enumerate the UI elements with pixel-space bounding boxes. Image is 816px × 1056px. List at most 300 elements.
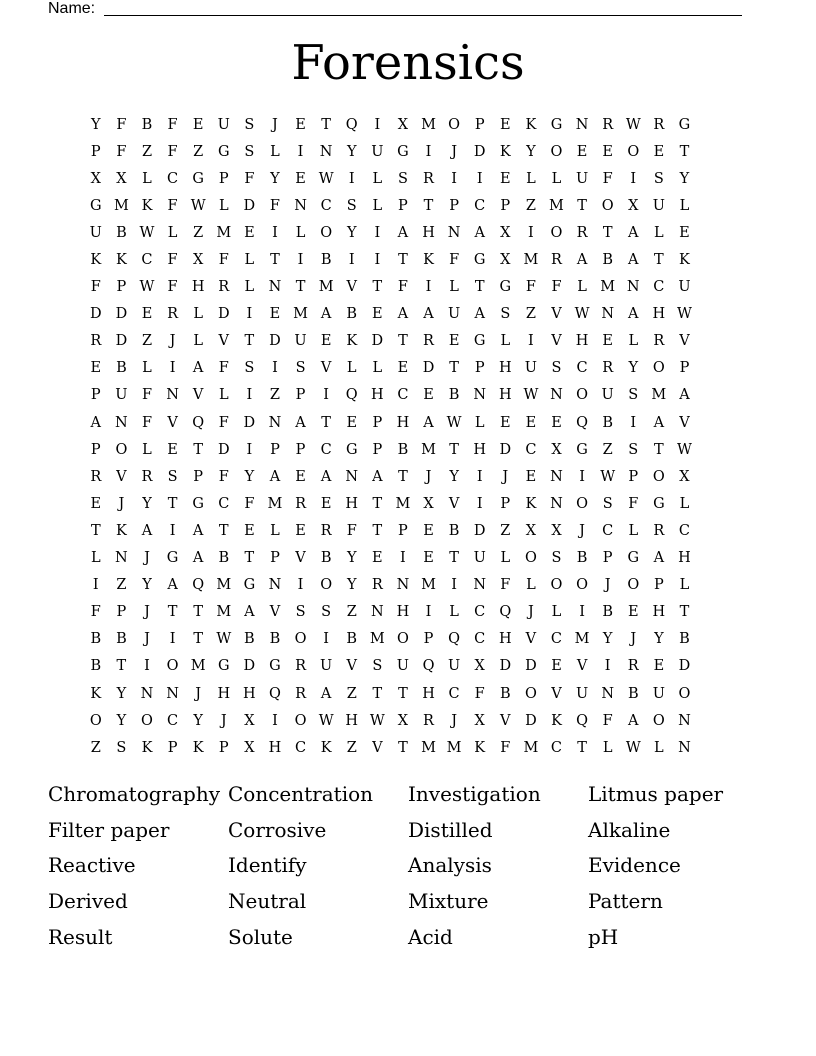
grid-cell[interactable]: D [217, 441, 230, 458]
grid-cell[interactable]: I [630, 414, 637, 431]
grid-cell[interactable]: S [372, 658, 383, 675]
grid-cell[interactable]: Y [679, 170, 690, 187]
grid-cell[interactable]: C [141, 252, 153, 269]
grid-cell[interactable]: N [550, 495, 563, 512]
grid-cell[interactable]: C [448, 685, 460, 702]
grid-cell[interactable]: V [167, 414, 178, 431]
grid-cell[interactable]: R [627, 658, 639, 675]
grid-cell[interactable]: X [423, 495, 434, 512]
grid-cell[interactable]: M [421, 116, 436, 133]
grid-cell[interactable]: B [90, 631, 102, 648]
grid-cell[interactable]: Y [449, 468, 459, 485]
grid-cell[interactable]: H [191, 279, 205, 296]
grid-cell[interactable]: E [448, 333, 460, 350]
grid-cell[interactable]: E [525, 414, 537, 431]
grid-cell[interactable]: B [116, 360, 127, 377]
grid-cell[interactable]: L [449, 604, 459, 621]
grid-cell[interactable]: B [90, 658, 102, 675]
grid-cell[interactable]: T [679, 143, 690, 160]
grid-cell[interactable]: O [320, 577, 333, 594]
grid-cell[interactable]: S [244, 360, 255, 377]
grid-cell[interactable]: F [525, 279, 536, 296]
grid-cell[interactable]: M [574, 631, 590, 648]
grid-cell[interactable]: P [218, 739, 229, 756]
grid-cell[interactable]: O [448, 116, 461, 133]
grid-cell[interactable]: Z [525, 197, 536, 214]
grid-cell[interactable]: I [476, 495, 483, 512]
grid-cell[interactable]: D [89, 306, 102, 323]
grid-cell[interactable]: A [141, 522, 153, 539]
grid-cell[interactable]: F [218, 414, 229, 431]
grid-cell[interactable]: J [604, 577, 611, 594]
grid-cell[interactable]: J [451, 712, 458, 729]
grid-cell[interactable]: I [348, 170, 355, 187]
grid-cell[interactable]: P [628, 468, 639, 485]
grid-cell[interactable]: A [295, 414, 306, 431]
grid-cell[interactable]: J [118, 495, 125, 512]
grid-cell[interactable]: I [246, 306, 253, 323]
grid-cell[interactable]: I [425, 279, 432, 296]
grid-cell[interactable]: W [523, 387, 539, 404]
grid-cell[interactable]: L [90, 550, 101, 567]
grid-cell[interactable]: R [551, 252, 562, 269]
grid-cell[interactable]: F [218, 360, 229, 377]
grid-cell[interactable]: E [679, 224, 690, 241]
grid-cell[interactable]: B [679, 631, 690, 648]
grid-cell[interactable]: X [500, 252, 511, 269]
grid-cell[interactable]: Y [346, 550, 357, 567]
grid-cell[interactable]: A [192, 550, 204, 567]
grid-cell[interactable]: G [627, 550, 640, 567]
grid-cell[interactable]: U [678, 279, 691, 296]
grid-cell[interactable]: L [551, 604, 562, 621]
grid-cell[interactable]: R [218, 279, 230, 296]
grid-cell[interactable]: C [525, 441, 537, 458]
grid-cell[interactable]: O [550, 143, 563, 160]
grid-cell[interactable]: T [577, 197, 587, 214]
grid-cell[interactable]: M [523, 739, 539, 756]
grid-cell[interactable]: F [116, 116, 127, 133]
grid-cell[interactable]: J [630, 631, 637, 648]
grid-cell[interactable]: U [652, 685, 665, 702]
grid-cell[interactable]: K [679, 252, 690, 269]
grid-cell[interactable]: S [551, 550, 562, 567]
grid-cell[interactable]: I [246, 387, 253, 404]
grid-cell[interactable]: M [421, 739, 436, 756]
grid-cell[interactable]: M [267, 495, 283, 512]
grid-cell[interactable]: I [400, 550, 406, 567]
grid-cell[interactable]: I [528, 333, 534, 350]
grid-cell[interactable]: P [500, 197, 511, 214]
grid-cell[interactable]: S [167, 468, 178, 485]
grid-cell[interactable]: N [447, 224, 461, 241]
grid-cell[interactable]: T [654, 252, 664, 269]
grid-cell[interactable]: H [422, 224, 435, 241]
grid-cell[interactable]: L [372, 170, 383, 187]
grid-cell[interactable]: M [549, 197, 564, 214]
grid-cell[interactable]: E [320, 495, 332, 512]
grid-cell[interactable]: E [372, 550, 383, 567]
grid-cell[interactable]: N [115, 550, 128, 567]
grid-cell[interactable]: J [425, 468, 432, 485]
grid-cell[interactable]: T [244, 550, 255, 567]
grid-cell[interactable]: D [525, 658, 537, 675]
grid-cell[interactable]: Z [525, 306, 536, 323]
grid-cell[interactable]: I [451, 577, 457, 594]
grid-cell[interactable]: Y [142, 495, 152, 512]
grid-cell[interactable]: A [397, 306, 409, 323]
grid-cell[interactable]: W [446, 414, 462, 431]
grid-cell[interactable]: L [193, 333, 203, 350]
grid-cell[interactable]: U [217, 116, 230, 133]
grid-cell[interactable]: H [396, 604, 410, 621]
grid-cell[interactable]: Q [499, 604, 512, 621]
grid-cell[interactable]: B [448, 522, 460, 539]
grid-cell[interactable]: G [269, 658, 281, 675]
grid-cell[interactable]: B [346, 631, 358, 648]
grid-cell[interactable]: U [524, 360, 537, 377]
grid-cell[interactable]: I [297, 577, 304, 594]
grid-cell[interactable]: I [169, 360, 176, 377]
grid-cell[interactable]: G [499, 279, 512, 296]
grid-cell[interactable]: R [653, 522, 665, 539]
grid-cell[interactable]: C [474, 197, 486, 214]
grid-cell[interactable]: G [90, 197, 102, 214]
grid-cell[interactable]: L [526, 577, 536, 594]
grid-cell[interactable]: A [576, 252, 588, 269]
grid-cell[interactable]: F [218, 468, 229, 485]
grid-cell[interactable]: M [369, 631, 385, 648]
grid-cell[interactable]: U [371, 143, 384, 160]
grid-cell[interactable]: G [345, 441, 358, 458]
grid-cell[interactable]: C [218, 495, 230, 512]
grid-cell[interactable]: L [577, 279, 587, 296]
grid-cell[interactable]: R [653, 333, 665, 350]
grid-cell[interactable]: O [320, 224, 333, 241]
grid-cell[interactable]: B [448, 387, 460, 404]
grid-cell[interactable]: Y [193, 712, 203, 729]
grid-cell[interactable]: A [474, 306, 485, 323]
grid-cell[interactable]: Z [346, 685, 357, 702]
grid-cell[interactable]: F [167, 116, 178, 133]
grid-cell[interactable]: X [244, 739, 255, 756]
grid-cell[interactable]: P [398, 522, 408, 539]
grid-cell[interactable]: E [167, 441, 178, 458]
grid-cell[interactable]: V [116, 468, 127, 485]
grid-cell[interactable]: H [652, 604, 666, 621]
grid-cell[interactable]: E [653, 658, 665, 675]
grid-cell[interactable]: R [90, 468, 102, 485]
grid-cell[interactable]: Q [448, 631, 461, 648]
grid-cell[interactable]: L [602, 739, 613, 756]
grid-cell[interactable]: Q [345, 116, 358, 133]
grid-cell[interactable]: D [499, 658, 512, 675]
grid-cell[interactable]: P [500, 495, 511, 512]
grid-cell[interactable]: I [348, 252, 355, 269]
grid-cell[interactable]: K [115, 522, 127, 539]
grid-cell[interactable]: C [167, 170, 179, 187]
grid-cell[interactable]: B [116, 224, 127, 241]
grid-cell[interactable]: F [269, 197, 280, 214]
grid-cell[interactable]: T [193, 441, 203, 458]
grid-cell[interactable]: H [243, 685, 256, 702]
grid-cell[interactable]: J [579, 522, 585, 539]
grid-cell[interactable]: N [166, 685, 179, 702]
grid-cell[interactable]: W [318, 170, 334, 187]
grid-cell[interactable]: U [575, 685, 589, 702]
grid-cell[interactable]: L [346, 360, 357, 377]
grid-cell[interactable]: D [422, 360, 435, 377]
grid-cell[interactable]: E [423, 522, 434, 539]
grid-cell[interactable]: I [323, 631, 329, 648]
grid-cell[interactable]: M [318, 279, 334, 296]
grid-cell[interactable]: K [141, 739, 153, 756]
grid-cell[interactable]: Q [269, 685, 281, 702]
grid-cell[interactable]: H [422, 685, 435, 702]
grid-cell[interactable]: B [269, 631, 281, 648]
grid-cell[interactable]: T [679, 604, 690, 621]
grid-cell[interactable]: N [678, 712, 691, 729]
grid-cell[interactable]: S [653, 170, 664, 187]
grid-cell[interactable]: Y [91, 116, 101, 133]
grid-cell[interactable]: A [320, 685, 332, 702]
grid-cell[interactable]: E [397, 360, 409, 377]
grid-cell[interactable]: I [246, 441, 253, 458]
grid-cell[interactable]: H [345, 495, 359, 512]
grid-cell[interactable]: T [372, 495, 383, 512]
grid-cell[interactable]: Z [269, 387, 280, 404]
grid-cell[interactable]: O [576, 387, 589, 404]
grid-cell[interactable]: O [601, 197, 614, 214]
grid-cell[interactable]: E [653, 143, 665, 160]
grid-cell[interactable]: P [474, 360, 485, 377]
grid-cell[interactable]: T [577, 739, 587, 756]
grid-cell[interactable]: I [528, 224, 534, 241]
grid-cell[interactable]: G [192, 495, 204, 512]
grid-cell[interactable]: L [142, 170, 152, 187]
grid-cell[interactable]: P [90, 441, 101, 458]
grid-cell[interactable]: U [294, 333, 307, 350]
grid-cell[interactable]: L [679, 197, 690, 214]
grid-cell[interactable]: O [576, 495, 589, 512]
grid-cell[interactable]: W [625, 116, 641, 133]
grid-cell[interactable]: E [295, 170, 306, 187]
grid-cell[interactable]: L [295, 224, 306, 241]
grid-cell[interactable]: M [421, 577, 436, 594]
grid-cell[interactable]: U [320, 658, 333, 675]
grid-cell[interactable]: P [116, 604, 127, 621]
grid-cell[interactable]: I [144, 658, 150, 675]
grid-cell[interactable]: E [602, 143, 613, 160]
grid-cell[interactable]: A [423, 414, 434, 431]
grid-cell[interactable]: U [473, 550, 486, 567]
grid-cell[interactable]: W [677, 441, 692, 458]
grid-cell[interactable]: T [372, 522, 383, 539]
grid-cell[interactable]: D [371, 333, 384, 350]
grid-cell[interactable]: R [295, 685, 306, 702]
grid-cell[interactable]: T [244, 333, 255, 350]
grid-cell[interactable]: Z [193, 224, 204, 241]
grid-cell[interactable]: M [216, 604, 232, 621]
grid-cell[interactable]: L [679, 495, 690, 512]
grid-cell[interactable]: O [115, 441, 128, 458]
grid-cell[interactable]: V [679, 414, 690, 431]
grid-cell[interactable]: I [630, 170, 637, 187]
grid-cell[interactable]: U [396, 658, 410, 675]
grid-cell[interactable]: E [244, 224, 255, 241]
grid-cell[interactable]: F [244, 495, 255, 512]
grid-cell[interactable]: A [397, 224, 409, 241]
grid-cell[interactable]: N [268, 577, 282, 594]
grid-cell[interactable]: D [217, 306, 230, 323]
grid-cell[interactable]: O [294, 631, 307, 648]
grid-cell[interactable]: L [372, 360, 383, 377]
grid-cell[interactable]: F [628, 495, 639, 512]
grid-cell[interactable]: G [678, 116, 691, 133]
grid-cell[interactable]: S [244, 143, 255, 160]
grid-cell[interactable]: I [476, 170, 483, 187]
grid-cell[interactable]: W [216, 631, 232, 648]
grid-cell[interactable]: V [295, 550, 306, 567]
grid-cell[interactable]: E [627, 604, 639, 621]
grid-cell[interactable]: T [372, 279, 383, 296]
grid-cell[interactable]: E [551, 414, 562, 431]
grid-cell[interactable]: Z [116, 577, 127, 594]
grid-cell[interactable]: G [473, 252, 486, 269]
grid-cell[interactable]: T [398, 739, 408, 756]
grid-cell[interactable]: Y [346, 143, 357, 160]
grid-cell[interactable]: V [576, 658, 588, 675]
grid-cell[interactable]: O [294, 712, 307, 729]
grid-cell[interactable]: L [270, 143, 280, 160]
grid-cell[interactable]: V [525, 631, 537, 648]
grid-cell[interactable]: A [628, 252, 639, 269]
grid-cell[interactable]: A [653, 414, 665, 431]
grid-cell[interactable]: S [346, 197, 357, 214]
grid-cell[interactable]: H [217, 685, 231, 702]
grid-cell[interactable]: Q [422, 658, 435, 675]
grid-cell[interactable]: W [369, 712, 385, 729]
grid-cell[interactable]: R [423, 170, 434, 187]
grid-cell[interactable]: P [679, 360, 690, 377]
grid-cell[interactable]: A [423, 306, 434, 323]
grid-cell[interactable]: B [602, 252, 613, 269]
grid-cell[interactable]: H [652, 306, 666, 323]
grid-cell[interactable]: F [116, 143, 127, 160]
grid-cell[interactable]: R [576, 224, 588, 241]
grid-cell[interactable]: A [320, 306, 332, 323]
grid-cell[interactable]: U [652, 197, 665, 214]
grid-cell[interactable]: X [679, 468, 690, 485]
grid-cell[interactable]: A [653, 550, 665, 567]
grid-cell[interactable]: R [90, 333, 102, 350]
grid-cell[interactable]: T [116, 658, 127, 675]
grid-cell[interactable]: W [139, 279, 155, 296]
grid-cell[interactable]: V [269, 604, 281, 621]
grid-cell[interactable]: Q [576, 414, 589, 431]
grid-cell[interactable]: E [576, 143, 588, 160]
grid-cell[interactable]: T [321, 414, 331, 431]
grid-cell[interactable]: G [653, 495, 665, 512]
grid-cell[interactable]: K [320, 739, 332, 756]
grid-cell[interactable]: P [602, 550, 613, 567]
grid-cell[interactable]: X [90, 170, 101, 187]
grid-cell[interactable]: M [600, 279, 616, 296]
grid-cell[interactable]: B [499, 685, 511, 702]
grid-cell[interactable]: A [628, 306, 639, 323]
grid-cell[interactable]: A [372, 468, 383, 485]
grid-cell[interactable]: O [524, 550, 537, 567]
grid-cell[interactable]: D [525, 712, 537, 729]
grid-cell[interactable]: C [397, 387, 409, 404]
grid-cell[interactable]: I [476, 468, 483, 485]
grid-cell[interactable]: K [192, 739, 204, 756]
grid-cell[interactable]: P [474, 116, 485, 133]
grid-cell[interactable]: I [169, 522, 176, 539]
grid-cell[interactable]: C [602, 522, 614, 539]
grid-cell[interactable]: C [474, 631, 486, 648]
grid-cell[interactable]: T [270, 252, 280, 269]
grid-cell[interactable]: F [551, 279, 562, 296]
grid-cell[interactable]: G [166, 550, 179, 567]
grid-cell[interactable]: R [653, 116, 665, 133]
grid-cell[interactable]: O [652, 712, 665, 729]
grid-cell[interactable]: N [550, 468, 563, 485]
grid-cell[interactable]: I [272, 712, 278, 729]
grid-cell[interactable]: J [451, 143, 458, 160]
grid-cell[interactable]: K [525, 116, 537, 133]
grid-cell[interactable]: I [604, 658, 611, 675]
grid-cell[interactable]: D [499, 441, 512, 458]
grid-cell[interactable]: E [551, 658, 562, 675]
grid-cell[interactable]: M [446, 739, 462, 756]
grid-cell[interactable]: V [218, 333, 229, 350]
grid-cell[interactable]: Y [116, 685, 127, 702]
grid-cell[interactable]: D [269, 333, 281, 350]
grid-cell[interactable]: H [371, 387, 384, 404]
grid-cell[interactable]: U [447, 658, 461, 675]
grid-cell[interactable]: K [346, 333, 358, 350]
grid-cell[interactable]: R [602, 116, 614, 133]
grid-cell[interactable]: M [190, 658, 206, 675]
grid-cell[interactable]: I [425, 143, 432, 160]
grid-cell[interactable]: Y [346, 224, 357, 241]
grid-cell[interactable]: U [601, 387, 614, 404]
grid-cell[interactable]: R [602, 360, 614, 377]
grid-cell[interactable]: P [295, 387, 306, 404]
grid-cell[interactable]: O [652, 468, 665, 485]
grid-cell[interactable]: M [421, 441, 436, 458]
grid-cell[interactable]: Z [346, 604, 357, 621]
grid-cell[interactable]: N [370, 604, 384, 621]
grid-cell[interactable]: Y [244, 468, 255, 485]
grid-cell[interactable]: E [372, 306, 383, 323]
grid-cell[interactable]: K [525, 495, 537, 512]
grid-cell[interactable]: B [602, 414, 613, 431]
grid-cell[interactable]: J [144, 550, 150, 567]
grid-cell[interactable]: J [144, 604, 150, 621]
grid-cell[interactable]: N [473, 387, 487, 404]
name-line[interactable] [104, 15, 742, 16]
grid-cell[interactable]: R [295, 658, 306, 675]
grid-cell[interactable]: B [244, 631, 255, 648]
grid-cell[interactable]: L [654, 224, 664, 241]
grid-cell[interactable]: L [449, 279, 459, 296]
grid-cell[interactable]: A [628, 224, 639, 241]
grid-cell[interactable]: E [295, 116, 306, 133]
grid-cell[interactable]: N [473, 577, 487, 594]
grid-cell[interactable]: A [628, 712, 639, 729]
